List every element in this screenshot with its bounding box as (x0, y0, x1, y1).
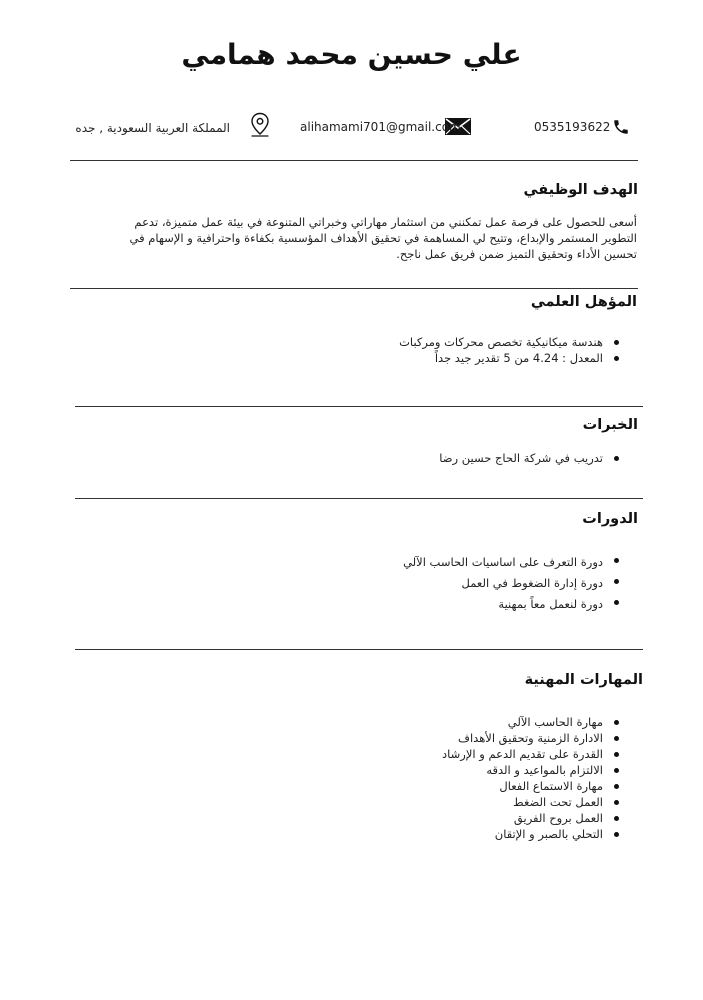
list-item: هندسة ميكانيكية تخصص محركات ومركبات (399, 334, 623, 350)
divider (75, 406, 643, 407)
list-item: تدريب في شركة الحاج حسين رضا (439, 450, 623, 466)
list-item: العمل تحت الضغط (442, 794, 623, 810)
divider (75, 498, 643, 499)
list-item: مهارة الحاسب الآلي (442, 714, 623, 730)
list-item: دورة التعرف على اساسيات الحاسب الآلي (403, 552, 623, 573)
list-item: الالتزام بالمواعيد و الدقه (442, 762, 623, 778)
list-item: المعدل : 4.24 من 5 تقدير جيد جداً (399, 350, 623, 366)
courses-title: الدورات (582, 511, 638, 527)
phone-icon (612, 117, 630, 137)
list-item: التحلي بالصبر و الإتقان (442, 826, 623, 842)
list-item: مهارة الاستماع الفعال (442, 778, 623, 794)
skills-title: المهارات المهنية (524, 672, 643, 688)
list-item: دورة إدارة الضغوط في العمل (403, 573, 623, 594)
divider (70, 288, 638, 289)
objective-line: تحسين الأداء وتحقيق التميز ضمن فريق عمل ناجح. (396, 247, 637, 261)
objective-line: أسعى للحصول على فرصة عمل تمكنني من استثمار مهاراتي وخبراتي المتنوعة في بيئة عمل متميزة، تدعم (134, 215, 637, 229)
resume-name: علي حسين محمد همامي (181, 38, 522, 71)
experience-title: الخبرات (582, 417, 638, 433)
courses-list (403, 552, 623, 615)
list-item: العمل بروح الفريق (442, 810, 623, 826)
education-title: المؤهل العلمي (530, 294, 637, 310)
email-text[interactable]: alihamami701@gmail.com (300, 120, 461, 134)
skills-list (442, 714, 623, 842)
list-item: القدرة على تقديم الدعم و الإرشاد (442, 746, 623, 762)
phone-text: 0535193622 (534, 120, 611, 134)
divider (70, 160, 638, 161)
education-list (399, 334, 623, 366)
divider (75, 649, 643, 650)
objective-line: التطوير المستمر والإبداع، وتتيح لي المساهمة في تحقيق الأهداف المؤسسية بكفاءة واحترافية و الإسهام في (129, 231, 637, 245)
experience-list (439, 450, 623, 466)
list-item: الادارة الزمنية وتحقيق الأهداف (442, 730, 623, 746)
location-text: المملكة العربية السعودية , جده (75, 121, 230, 135)
objective-paragraph (67, 214, 637, 262)
list-item: دورة لنعمل معاً بمهنية (403, 594, 623, 615)
objective-title: الهدف الوظيفي (523, 182, 638, 198)
location-icon (249, 112, 271, 138)
